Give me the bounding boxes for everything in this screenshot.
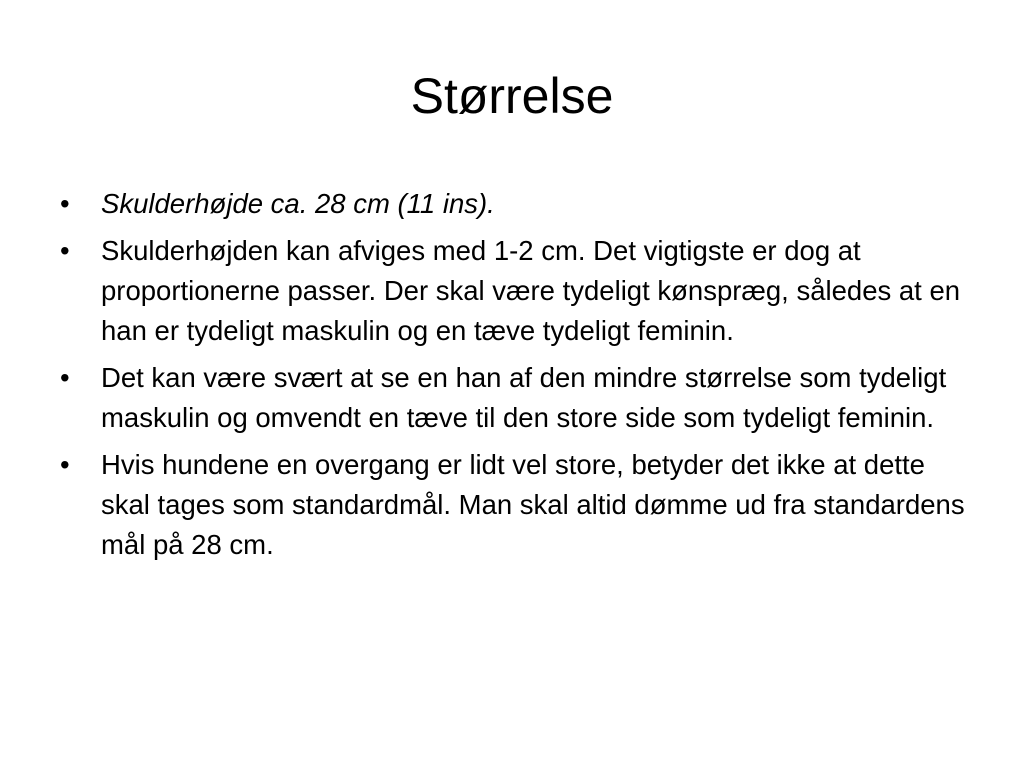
bullet-item [56,445,966,565]
bullet-text: Skulderhøjde ca. 28 cm (11 ins). [101,188,495,219]
bullet-text: Hvis hundene en overgang er lidt vel store, betyder det ikke at dette skal tages som standardmål. Man skal altid dømme ud fra standardens mål på 28 cm. [101,449,965,560]
bullet-dot-icon: • [60,188,70,219]
bullet-item [56,184,966,224]
slide-title: Størrelse [410,68,614,124]
bullet-text: Det kan være svært at se en han af den mindre størrelse som tydeligt maskulin og omvendt en tæve til den store side som tydeligt feminin. [101,362,947,433]
bullet-text: Skulderhøjden kan afviges med 1-2 cm. Det vigtigste er dog at proportionerne passer. Der skal være tydeligt kønspræg, således at en han er tydeligt maskulin og en tæve tydeligt feminin. [101,235,961,346]
bullet-item [56,231,966,351]
bullet-item [56,358,966,438]
bullet-dot-icon: • [60,362,70,393]
bullet-dot-icon: • [60,235,70,266]
bullet-list [56,184,966,572]
bullet-dot-icon: • [60,449,70,480]
